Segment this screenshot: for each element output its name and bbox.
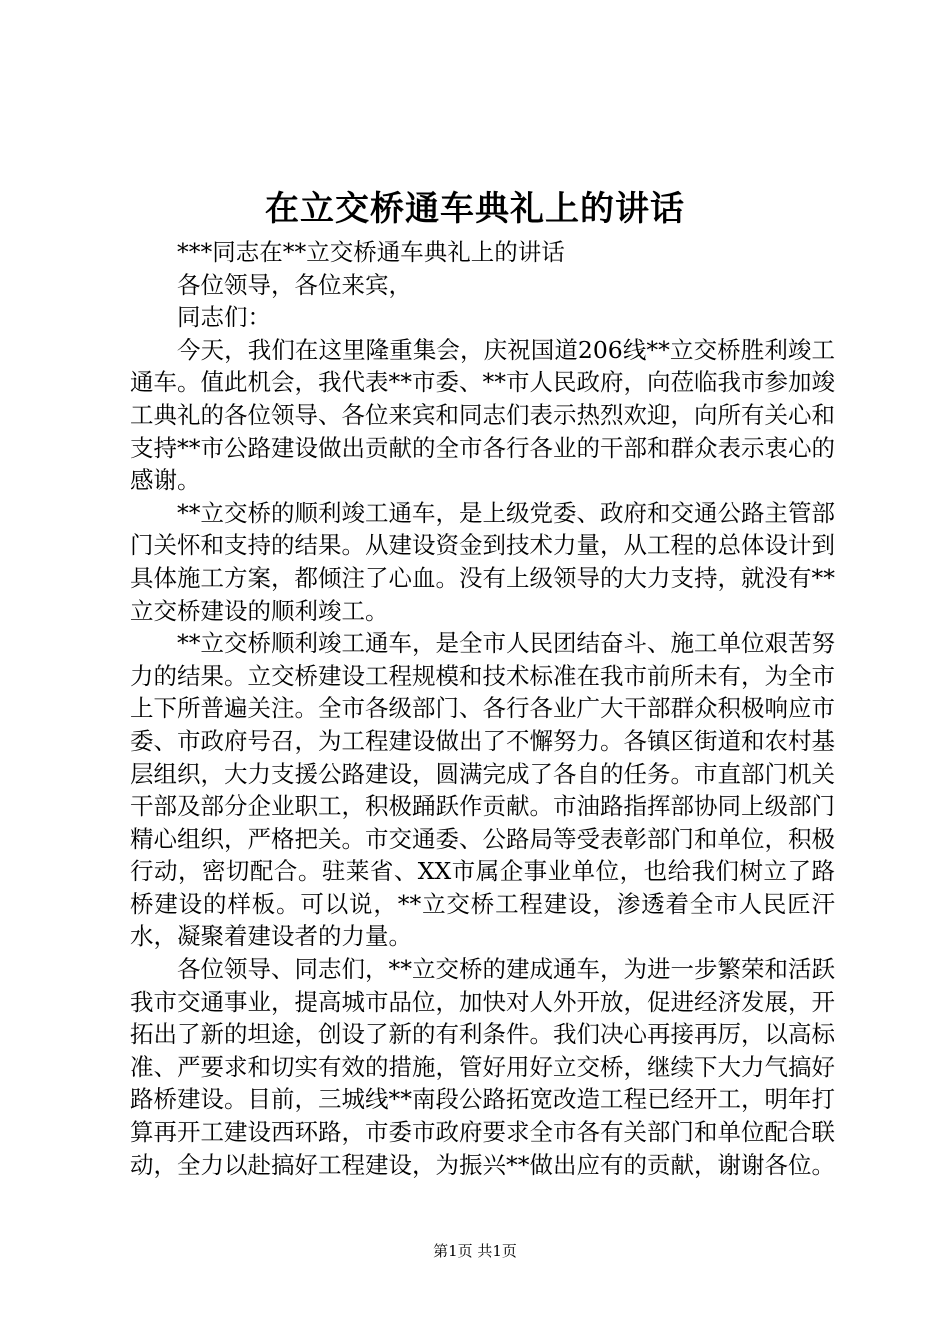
body-paragraph: **立交桥的顺利竣工通车，是上级党委、政府和交通公路主管部门关怀和支持的结果。从建设资金到技术力量，从工程的总体设计到具体施工方案，都倾注了心血。没有上级领导的大力支持，就没有**立交桥建设的顺利竣工。 bbox=[130, 498, 835, 625]
body-paragraph: **立交桥顺利竣工通车，是全市人民团结奋斗、施工单位艰苦努力的结果。立交桥建设工程规模和技术标准在我市前所未有，为全市上下所普遍关注。全市各级部门、各行各业广大干部群众积极响应市委、市政府号召，为工程建设做出了不懈努力。各镇区街道和农村基层组织，大力支援公路建设，圆满完成了各自的任务。市直部门机关干部及部分企业职工，积极踊跃作贡献。市油路指挥部协同上级部门精心组织，严格把关。市交通委、公路局等受表彰部门和单位，积极行动，密切配合。驻莱省、XX市属企事业单位，也给我们树立了路桥建设的样板。可以说，**立交桥工程建设，渗透着全市人民匠汗水，凝聚着建设者的力量。 bbox=[130, 629, 835, 951]
document-title: 在立交桥通车典礼上的讲话 bbox=[265, 189, 685, 229]
document-body bbox=[130, 236, 835, 1181]
salutation-line: 各位领导，各位来宾， bbox=[177, 270, 412, 299]
body-paragraph: 今天，我们在这里隆重集会，庆祝国道206线**立交桥胜利竣工通车。值此机会，我代表**市委、**市人民政府，向莅临我市参加竣工典礼的各位领导、各位来宾和同志们表示热烈欢迎，向所有关心和支持**市公路建设做出贡献的全市各行各业的干部和群众表示衷心的感谢。 bbox=[130, 335, 835, 495]
salutation-line: 同志们： bbox=[177, 303, 271, 332]
page-footer: 第1页 共1页 bbox=[433, 1242, 517, 1260]
body-paragraph: 各位领导、同志们，**立交桥的建成通车，为进一步繁荣和活跃我市交通事业，提高城市品位，加快对人外开放，促进经济发展，开拓出了新的坦途，创设了新的有利条件。我们决心再接再厉，以高标准、严要求和切实有效的措施，管好用好立交桥，继续下大力气搞好路桥建设。目前，三城线**南段公路拓宽改造工程已经开工，明年打算再开工建设西环路，市委市政府要求全市各有关部门和单位配合联动，全力以赴搞好工程建设，为振兴**做出应有的贡献，谢谢各位。 bbox=[130, 955, 835, 1179]
speech-subtitle: ***同志在**立交桥通车典礼上的讲话 bbox=[177, 238, 565, 266]
